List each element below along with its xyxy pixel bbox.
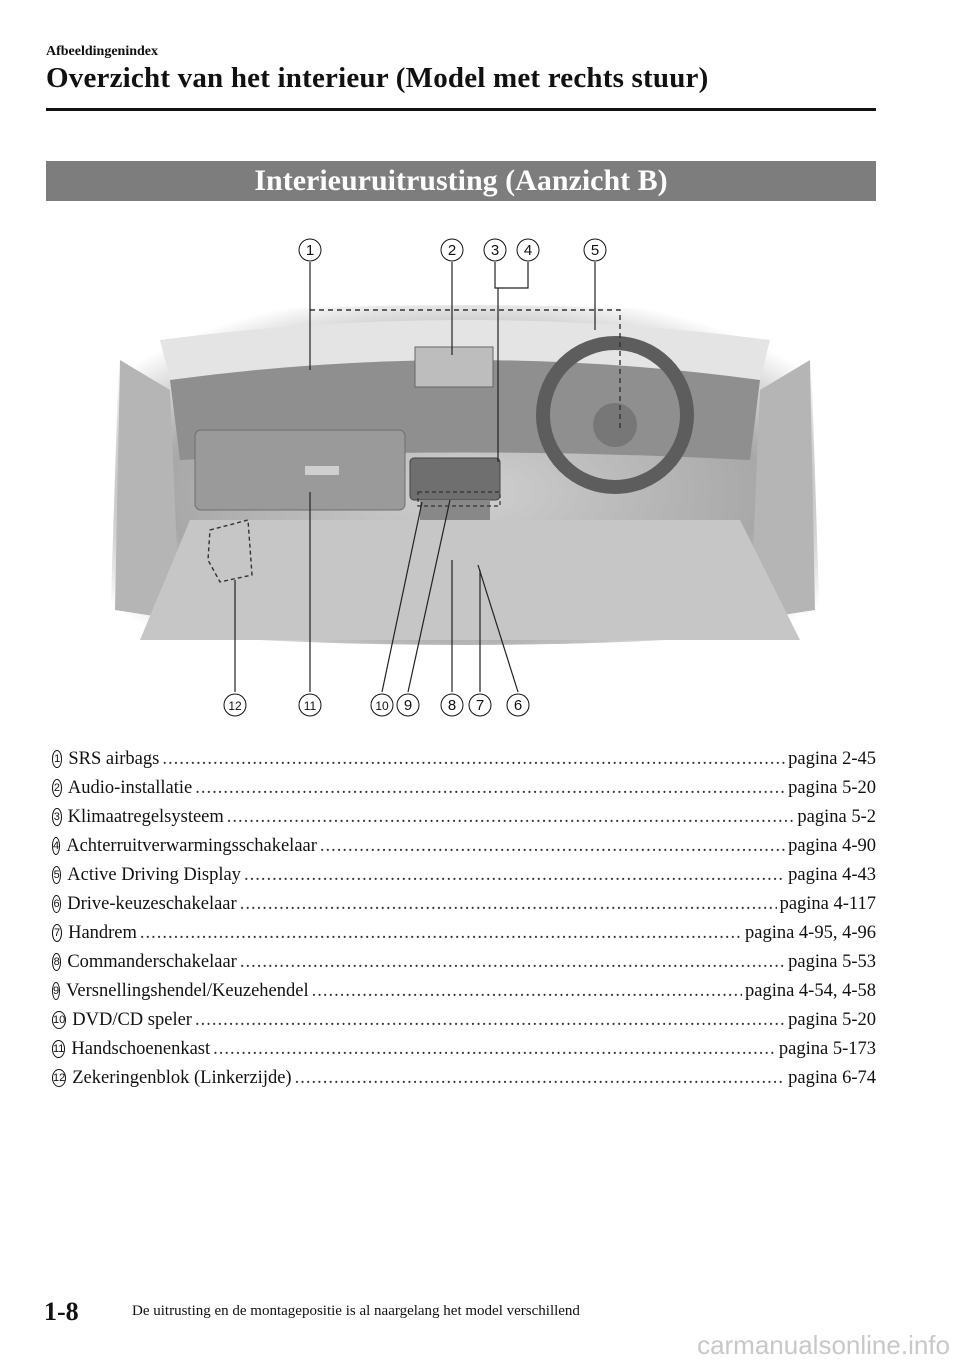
item-label: Commanderschakelaar	[67, 952, 237, 972]
page-reference: pagina 4-54, 4-58	[744, 981, 876, 1001]
svg-text:5: 5	[590, 242, 600, 259]
item-number: 2	[52, 779, 62, 797]
svg-text:10: 10	[375, 699, 389, 713]
list-item[interactable]	[46, 865, 876, 894]
item-label: Achterruitverwarmingsschakelaar	[66, 836, 317, 856]
item-number: 6	[52, 895, 61, 913]
list-item[interactable]	[46, 836, 876, 865]
dot-leader	[195, 778, 785, 799]
item-number: 10	[52, 1011, 66, 1029]
item-number: 5	[52, 866, 61, 884]
steering-hub	[593, 403, 637, 447]
callout-11	[299, 694, 321, 716]
dot-leader	[312, 981, 742, 1002]
glove-box-handle	[305, 466, 339, 475]
page-title: Overzicht van het interieur (Model met rechts stuur)	[46, 62, 709, 94]
callout-2	[441, 239, 463, 261]
page-reference: pagina 5-53	[788, 952, 876, 972]
page-number: 1-8	[44, 1297, 79, 1326]
dot-leader	[227, 807, 795, 828]
floor	[140, 520, 800, 640]
page-reference: pagina 4-117	[779, 894, 876, 914]
dot-leader	[195, 1010, 785, 1031]
item-label: Handrem	[68, 923, 137, 943]
callout-7	[469, 694, 491, 716]
dot-leader	[240, 952, 785, 973]
list-item[interactable]	[46, 1039, 876, 1068]
list-item[interactable]	[46, 952, 876, 981]
svg-text:6: 6	[513, 697, 523, 714]
callout-1	[299, 239, 321, 261]
watermark: carmanualsonline.info	[697, 1330, 950, 1360]
svg-text:7: 7	[475, 697, 485, 714]
svg-text:1: 1	[305, 242, 315, 259]
list-item[interactable]	[46, 807, 876, 836]
item-label: Handschoenenkast	[71, 1039, 211, 1059]
item-number: 8	[52, 953, 61, 971]
svg-text:4: 4	[523, 242, 533, 259]
callout-5	[584, 239, 606, 261]
item-number: 11	[52, 1040, 65, 1058]
callout-12	[224, 694, 246, 716]
list-item[interactable]	[46, 1068, 876, 1097]
svg-text:8: 8	[447, 697, 457, 714]
dot-leader	[295, 1068, 786, 1089]
item-number: 4	[52, 837, 60, 855]
dot-leader	[244, 865, 785, 886]
callout-10	[371, 694, 393, 716]
svg-text:3: 3	[490, 242, 500, 259]
item-number: 12	[52, 1069, 66, 1087]
list-item[interactable]	[46, 894, 876, 923]
page-reference: pagina 4-95, 4-96	[744, 923, 876, 943]
list-item[interactable]	[46, 923, 876, 952]
list-item[interactable]	[46, 778, 876, 807]
center-stack	[410, 458, 500, 500]
item-label: Klimaatregelsysteem	[67, 807, 224, 827]
item-label: Zekeringenblok (Linkerzijde)	[72, 1068, 292, 1088]
interior-illustration	[100, 230, 830, 730]
item-number: 3	[52, 808, 62, 826]
page-reference: pagina 5-173	[778, 1039, 876, 1059]
callout-9	[397, 694, 419, 716]
dot-leader	[162, 749, 785, 770]
page-reference: pagina 4-43	[788, 865, 876, 885]
dot-leader	[140, 923, 742, 944]
item-label: Drive-keuzeschakelaar	[67, 894, 237, 914]
svg-text:12: 12	[228, 699, 242, 713]
svg-text:11: 11	[303, 699, 317, 713]
dot-leader	[320, 836, 785, 857]
page-reference: pagina 6-74	[788, 1068, 876, 1088]
item-number: 1	[52, 750, 62, 768]
list-item[interactable]	[46, 981, 876, 1010]
component-index-list	[46, 749, 876, 1097]
page-reference: pagina 2-45	[788, 749, 876, 769]
dot-leader	[240, 894, 777, 915]
dot-leader	[213, 1039, 776, 1060]
callout-8	[441, 694, 463, 716]
item-label: Active Driving Display	[67, 865, 241, 885]
svg-text:2: 2	[447, 242, 457, 259]
callout-4	[517, 239, 539, 261]
item-label: Audio-installatie	[67, 778, 193, 798]
breadcrumb: Afbeeldingenindex	[46, 44, 159, 59]
page-reference: pagina 5-20	[788, 778, 876, 798]
callout-6	[507, 694, 529, 716]
section-banner: Interieuruitrusting (Aanzicht B)	[46, 161, 876, 201]
list-item[interactable]	[46, 749, 876, 778]
list-item[interactable]	[46, 1010, 876, 1039]
item-number: 9	[52, 982, 60, 1000]
svg-text:9: 9	[403, 697, 413, 714]
display-unit	[415, 347, 493, 387]
footer-note: De uitrusting en de montagepositie is al naargelang het model verschillend	[132, 1303, 580, 1319]
page-reference: pagina 5-2	[797, 807, 876, 827]
callout-3	[484, 239, 506, 261]
page-reference: pagina 4-90	[788, 836, 876, 856]
item-label: DVD/CD speler	[72, 1010, 192, 1030]
item-label: Versnellingshendel/Keuzehendel	[66, 981, 309, 1001]
page-reference: pagina 5-20	[788, 1010, 876, 1030]
item-label: SRS airbags	[68, 749, 160, 769]
glove-box	[195, 430, 405, 510]
title-rule	[46, 108, 876, 111]
item-number: 7	[52, 924, 62, 942]
